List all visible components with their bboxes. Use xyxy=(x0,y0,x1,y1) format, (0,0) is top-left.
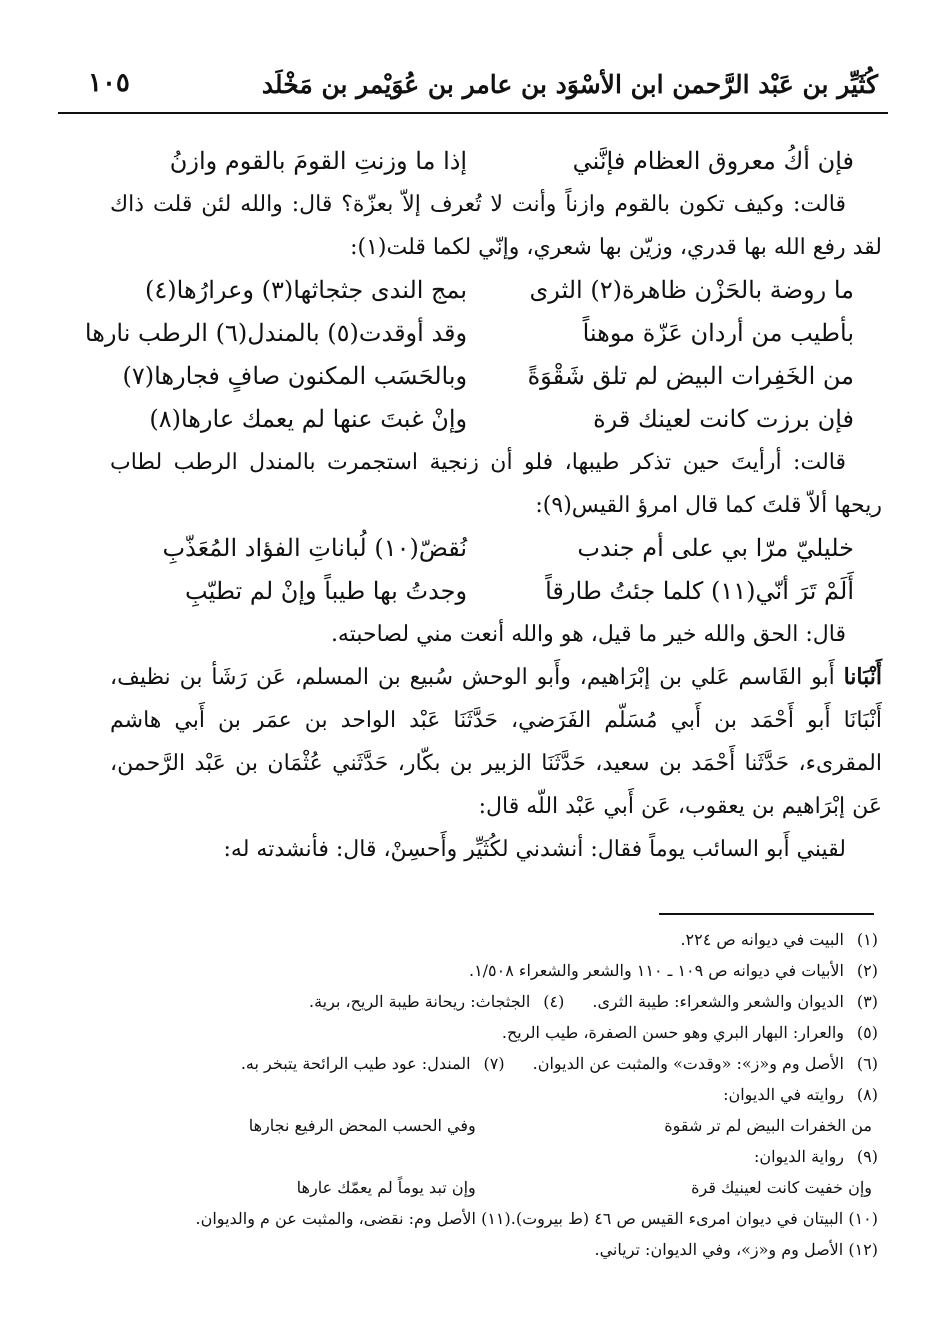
verse-line xyxy=(110,355,882,398)
isnad-lead: أَنْبَانا xyxy=(843,664,882,690)
page-number: ١٠٥ xyxy=(88,68,130,98)
footnote-text: (١٠) البيتان في ديوان امرىء القيس ص ٤٦ (ط بيروت). xyxy=(510,1209,878,1228)
footnote-number: (٩) xyxy=(856,1147,878,1166)
verse-first-hemistich: فإن برزت كانت لعينك قرة xyxy=(593,405,854,433)
footnote-verse-first: من الخفرات البيض لم تر شقوة xyxy=(664,1116,872,1135)
footnote-number: (٤) xyxy=(543,992,565,1011)
footnote xyxy=(110,1048,878,1079)
footnote xyxy=(110,924,878,955)
footnote-number: (١) xyxy=(856,930,878,949)
footnote xyxy=(110,1017,878,1048)
footnote-text: (١١) الأصل وم: نقضى، والمثبت عن م والديوان. xyxy=(195,1209,511,1228)
footnote-number: (٧) xyxy=(483,1054,505,1073)
footnote-text: الديوان والشعر والشعراء: طيبة الثرى. xyxy=(592,992,844,1011)
running-header xyxy=(88,62,878,112)
footnote-verse-second: وفي الحسب المحض الرفيع نجارها xyxy=(248,1116,476,1135)
footnote-number: (٣) xyxy=(856,992,878,1011)
verse-second-hemistich: وإنْ غبتَ عنها لم يعمك عارها(٨) xyxy=(149,405,468,433)
verse-second-hemistich: بمج الندى جثجاثها(٣) وعرارُها(٤) xyxy=(145,276,468,304)
verse-line xyxy=(110,269,882,312)
paragraph: قال: الحق والله خير ما قيل، هو والله أنعت مني لصاحبته. xyxy=(330,622,846,647)
footnote-number: (٢) xyxy=(856,961,878,980)
poem-block xyxy=(110,527,882,613)
verse-first-hemistich: ما روضة بالحَزْن ظاهرة(٢) الثرى xyxy=(529,276,854,304)
verse-line xyxy=(110,570,882,613)
footnote-text: الأبيات في ديوانه ص ١٠٩ ـ ١١٠ والشعر والشعراء ١/٥٠٨. xyxy=(468,961,844,980)
verse-line xyxy=(110,527,882,570)
footnote-text: المندل: عود طيب الرائحة يتبخر به. xyxy=(240,1054,471,1073)
footnote-text: البيت في ديوانه ص ٢٢٤. xyxy=(680,930,844,949)
footnote-verse-second: وإن تبد يوماً لم يعمّك عارها xyxy=(296,1178,476,1197)
main-text xyxy=(84,140,882,871)
paragraph: لقيني أَبو السائب يوماً فقال: أنشدني لكُثَيِّر وأَحسِنْ، قال: فأنشدته له: xyxy=(223,837,846,862)
verse-second-hemistich: وقد أوقدت(٥) بالمندل(٦) الرطب نارها xyxy=(84,319,468,347)
footnote xyxy=(110,955,878,986)
isnad-paragraph xyxy=(110,656,882,828)
verse-second-hemistich: وجدتُ بها طيباً وإنْ لم تطيّبِ xyxy=(185,577,468,605)
footnote-verse xyxy=(110,1110,878,1141)
verse-first-hemistich: فإن أكُ معروق العظام فإنَّني xyxy=(572,147,854,175)
footnote xyxy=(110,1203,878,1234)
footnotes xyxy=(110,924,878,1265)
verse-first-hemistich: بأطيب من أردان عَزّة موهناً xyxy=(582,319,854,347)
verse-line xyxy=(110,398,882,441)
footnote-text: روايته في الديوان: xyxy=(723,1085,844,1104)
verse-line xyxy=(110,140,882,183)
footnote-text: والعرار: البهار البري وهو حسن الصفرة، طيب الريح. xyxy=(501,1023,844,1042)
verse-second-hemistich: وبالحَسَب المكنون صافٍ فجارها(٧) xyxy=(122,362,468,390)
running-title: كُثَيِّر بن عَبْد الرَّحمن ابن الأسْوَد بن عامر بن عُوَيْمر بن مَخْلَد xyxy=(261,70,878,99)
isnad-text: أَبو القَاسم عَلي بن إبْرَاهيم، وأَبو الوحش سُبيع بن المسلم، عَن رَشَأ بن نظيف، أَنْبَانَا أَبو أَحْمَد بن أَبي مُسَلّم الفَرَضي، حَدَّثَنَا عَبْد الواحد بن عمَر بن أَبي هاشم المقرىء، حَدَّثَنا أَحْمَد بن سعيد، حَدَّثَنَا الزبير بن بكّار، حَدَّثَني عُثْمَان بن عَبْد الرَّحمن، عَن إبْرَاهيم بن يعقوب، عَن أَبي عَبْد اللّه قال: xyxy=(110,665,882,819)
footnote-number: (٨) xyxy=(856,1085,878,1104)
footnote-number: (٥) xyxy=(856,1023,878,1042)
verse-first-hemistich: خليليّ مرّا بي على أم جندب xyxy=(577,534,854,562)
paragraph: قالت: وكيف تكون بالقوم وازناً وأنت لا تُعرف إلاّ بعزّة؟ قال: والله لئن قلت ذاك لقد رفع الله بها قدري، وزيّن بها شعري، وإنّي لكما قلت(١): xyxy=(110,192,882,260)
footnote-text: الأصل وم و«ز»: «وقدت» والمثبت عن الديوان. xyxy=(532,1054,844,1073)
paragraph: قالت: أرأيتَ حين تذكر طيبها، فلو أن زنجية استجمرت بالمندل الرطب لطاب ريحها ألاّ قلتَ كما قال امرؤ القيس(٩): xyxy=(110,450,882,518)
verse-second-hemistich: إذا ما وزنتِ القومَ بالقوم وازنُ xyxy=(169,147,468,175)
footnote-verse-first: وإن خفيت كانت لعينيك قرة xyxy=(691,1178,872,1197)
footnote-divider xyxy=(659,913,874,915)
footnote-verse xyxy=(110,1172,878,1203)
verse-line xyxy=(84,312,882,355)
verse-first-hemistich: من الخَفِرات البيض لم تلق شَقْوَةً xyxy=(527,362,854,390)
footnote-text: الجثجاث: ريحانة طيبة الريح، برية. xyxy=(309,992,531,1011)
footnote xyxy=(110,1079,878,1110)
verse-second-hemistich: نُقضّ(١٠) لُباناتِ الفؤاد المُعَذّبِ xyxy=(162,534,468,562)
footnote-number: (٦) xyxy=(856,1054,878,1073)
header-divider xyxy=(58,112,888,114)
poem-block xyxy=(84,269,882,441)
verse-first-hemistich: أَلَمْ تَرَ أنّي(١١) كلما جئتُ طارقاً xyxy=(545,577,854,605)
footnote xyxy=(110,1234,878,1265)
footnote-text: رواية الديوان: xyxy=(753,1147,844,1166)
footnote xyxy=(110,1141,878,1172)
footnote-text: (١٢) الأصل وم و«ز»، وفي الديوان: ترياني. xyxy=(594,1240,878,1259)
footnote xyxy=(110,986,878,1017)
